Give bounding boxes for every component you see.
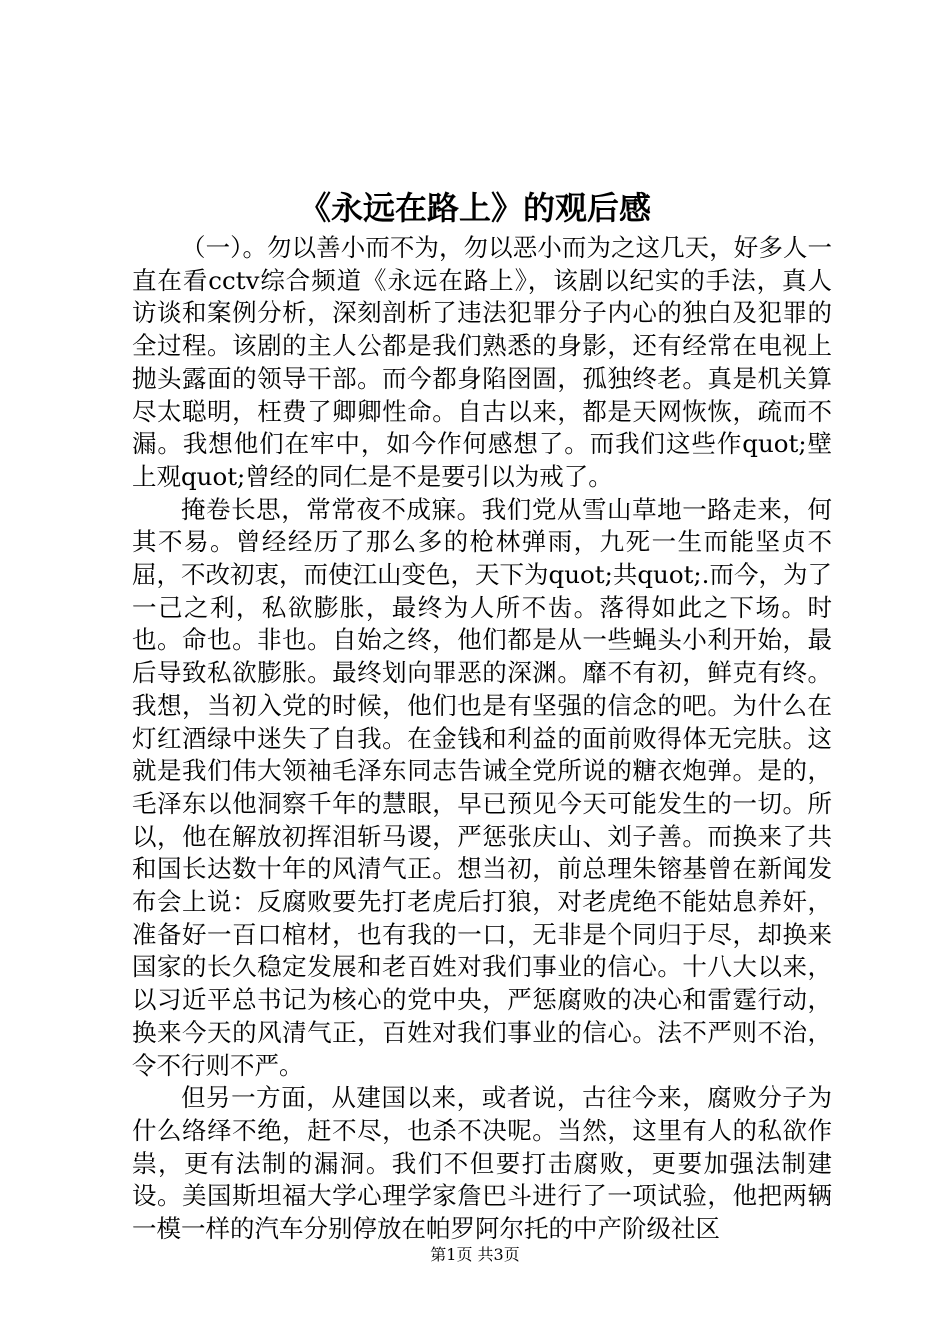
document-title: 《永远在路上》的观后感: [298, 189, 651, 227]
paragraph-1: （一）。勿以善小而不为，勿以恶小而为之这几天，好多人一直在看cctv综合频道《永远在路上》，该剧以纪实的手法，真人访谈和案例分析，深刻剖析了违法犯罪分子内心的独白及犯罪的全过程。该剧的主人公都是我们熟悉的身影，还有经常在电视上抛头露面的领导干部。而今都身陷囹圄，孤独终老。真是机关算尽太聪明，枉费了卿卿性命。自古以来，都是天网恢恢，疏而不漏。我想他们在牢中，如今作何感想了。而我们这些作quot;壁上观quot;曾经的同仁是不是要引以为戒了。: [132, 233, 832, 491]
page-footer: 第1页 共3页: [430, 1245, 520, 1264]
document-body: [132, 232, 832, 1246]
paragraph-3: 但另一方面，从建国以来，或者说，古往今来，腐败分子为什么络绎不绝，赶不尽，也杀不决呢。当然，这里有人的私欲作祟，更有法制的漏洞。我们不但要打击腐败，更要加强法制建设。美国斯坦福大学心理学家詹巴斗进行了一项试验，他把两辆一模一样的汽车分别停放在帕罗阿尔托的中产阶级社区: [132, 1083, 832, 1244]
paragraph-2: 掩卷长思，常常夜不成寐。我们党从雪山草地一路走来，何其不易。曾经经历了那么多的枪林弹雨，九死一生而能坚贞不屈，不改初衷，而使江山变色，天下为quot;共quot;.而今，为了一己之利，私欲膨胀，最终为人所不齿。落得如此之下场。时也。命也。非也。自始之终，他们都是从一些蝇头小利开始，最后导致私欲膨胀。最终划向罪恶的深渊。靡不有初，鲜克有终。我想，当初入党的时候，他们也是有坚强的信念的吧。为什么在灯红酒绿中迷失了自我。在金钱和利益的面前败得体无完肤。这就是我们伟大领袖毛泽东同志告诫全党所说的糖衣炮弹。是的，毛泽东以他洞察千年的慧眼，早已预见今天可能发生的一切。所以，他在解放初挥泪斩马谡，严惩张庆山、刘子善。而换来了共和国长达数十年的风清气正。想当初，前总理朱镕基曾在新闻发布会上说：反腐败要先打老虎后打狼，对老虎绝不能姑息养奸，准备好一百口棺材，也有我的一口，无非是个同归于尽，却换来国家的长久稳定发展和老百姓对我们事业的信心。十八大以来，以习近平总书记为核心的党中央，严惩腐败的决心和雷霆行动，换来今天的风清气正，百姓对我们事业的信心。法不严则不治，令不行则不严。: [132, 494, 832, 1080]
